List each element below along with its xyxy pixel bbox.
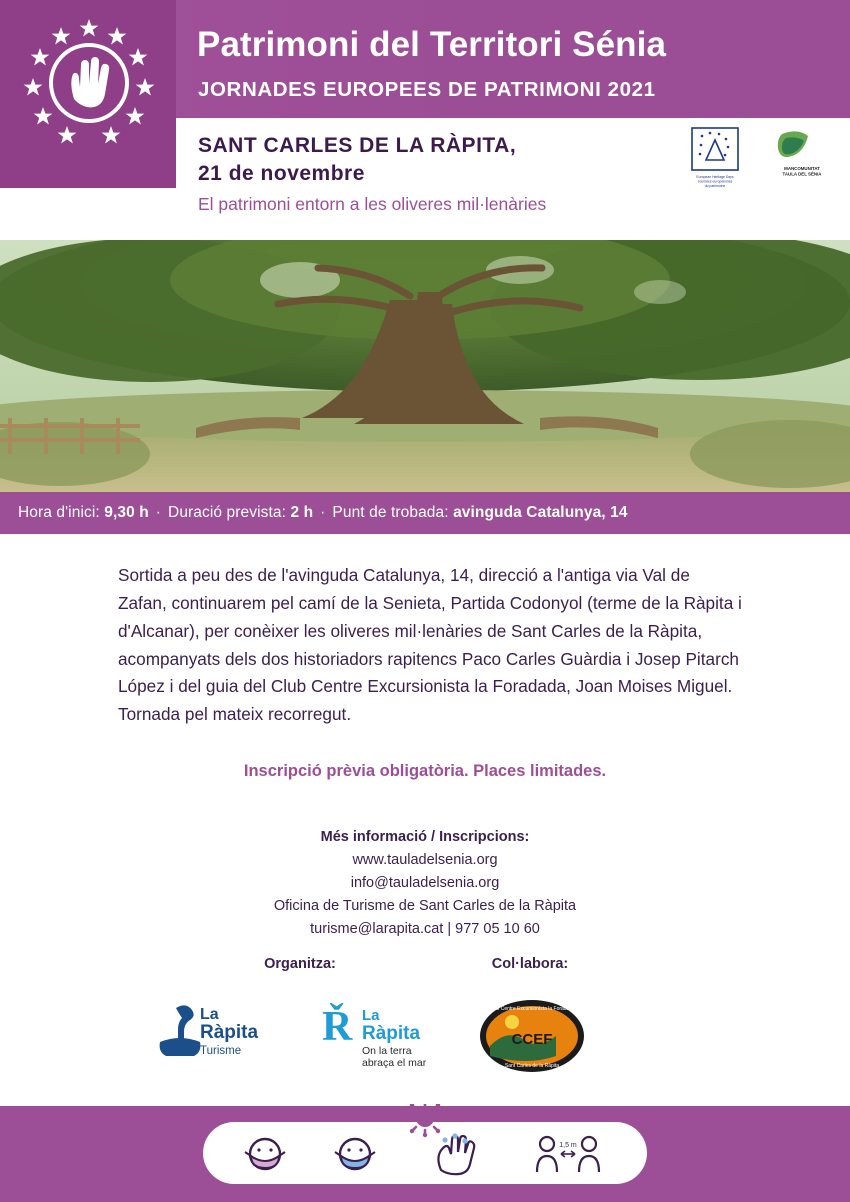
partner-logos-row	[0, 988, 850, 1084]
svg-text:Club Centre Excursionista la F: Club Centre Excursionista la Foradada	[489, 1006, 575, 1012]
logo-rapita-turisme	[160, 1005, 259, 1057]
registration-notice: Inscripció prèvia obligatòria. Places limitades.	[243, 762, 607, 780]
meeting-point-value: avinguda Catalunya, 14	[453, 504, 628, 521]
svg-text:CCEF: CCEF	[511, 1031, 553, 1048]
collaborator-label: Col·labora:	[491, 956, 569, 972]
logo-ccef	[480, 1000, 584, 1072]
virus-icon	[406, 1104, 444, 1137]
contact-lead: Més informació / Inscripcions:	[320, 829, 530, 845]
organizer-label: Organitza:	[264, 956, 336, 972]
separator-2: ·	[320, 504, 326, 521]
covid-icons	[203, 1104, 647, 1196]
european-heritage-days-logo	[692, 128, 738, 188]
separator-1: ·	[155, 504, 162, 521]
duration-value: 2 h	[290, 504, 314, 521]
mancomunitat-logo	[778, 131, 822, 176]
svg-text:Ràpita: Ràpita	[362, 1023, 421, 1044]
contact-office-details[interactable]: turisme@larapita.cat | 977 05 10 60	[310, 920, 540, 937]
start-time-value: 9,30 h	[104, 504, 149, 521]
svg-text:La: La	[362, 1007, 380, 1024]
mask-person-icon	[245, 1139, 285, 1169]
event-description: Sortida a peu des de l'avinguda Catalunya, 14, direcció a l'antiga via Val de Zafan, continuarem pel camí de la Senieta, Partida Codonyol (terme de la Ràpita i d'Alcanar), per conèixer les oliveres mil·lenàries de Sant Carles de la Ràpita, acompanyats dels dos historiadors rapitencs Paco Carles Guàrdia i Josep Pitarch López i del guia del Club Centre Excursionista la Foradada, Joan Moises Miguel. Tornada pel mateix recorregut.	[118, 565, 742, 725]
poster-title: Patrimoni del Territori Sénia	[197, 25, 667, 64]
event-info-bar	[0, 492, 850, 534]
olive-tree-photo	[0, 240, 850, 492]
contact-office: Oficina de Turisme de Sant Carles de la Ràpita	[273, 897, 577, 914]
svg-text:MANCOMUNITAT: MANCOMUNITAT	[784, 166, 820, 171]
event-theme: El patrimoni entorn a les oliveres mil·lenàries	[198, 194, 547, 214]
poster-subtitle: JORNADES EUROPEES DE PATRIMONI 2021	[198, 78, 656, 101]
poster-header	[0, 0, 850, 232]
meeting-point-label: Punt de trobada:	[332, 504, 449, 521]
social-distance-icon	[537, 1137, 599, 1172]
svg-text:Journées européennes: Journées européennes	[697, 179, 733, 184]
svg-text:1,5 m: 1,5 m	[559, 1142, 577, 1149]
svg-text:Ř: Ř	[322, 1004, 353, 1050]
start-time-label: Hora d'inici:	[18, 504, 100, 521]
logo-rapita-ajuntament	[322, 1003, 427, 1069]
svg-text:du patrimoine: du patrimoine	[704, 184, 726, 188]
contact-email[interactable]: info@tauladelsenia.org	[350, 874, 500, 891]
svg-text:abraça el mar: abraça el mar	[362, 1057, 427, 1069]
event-date: 21 de novembre	[198, 161, 365, 185]
svg-text:Ràpita: Ràpita	[200, 1022, 259, 1043]
contact-block	[0, 826, 850, 941]
event-place-line1: SANT CARLES DE LA RÀPITA,	[198, 134, 517, 157]
event-place	[198, 132, 516, 187]
svg-text:European Heritage Days: European Heritage Days	[696, 175, 734, 179]
hand-sanitizer-icon	[438, 1133, 474, 1174]
territori-senia-logo	[22, 16, 156, 150]
contact-website[interactable]: www.tauladelsenia.org	[352, 851, 498, 868]
institution-logos	[690, 126, 840, 186]
svg-text:Turisme: Turisme	[200, 1045, 242, 1057]
svg-text:Sant Carles de la Ràpita: Sant Carles de la Ràpita	[504, 1063, 560, 1069]
svg-text:La: La	[200, 1006, 219, 1023]
mask-person-icon-2	[335, 1139, 375, 1169]
svg-text:TAULA DEL SÉNIA: TAULA DEL SÉNIA	[782, 171, 822, 177]
duration-label: Duració prevista:	[168, 504, 287, 521]
svg-text:On la terra: On la terra	[362, 1045, 412, 1057]
